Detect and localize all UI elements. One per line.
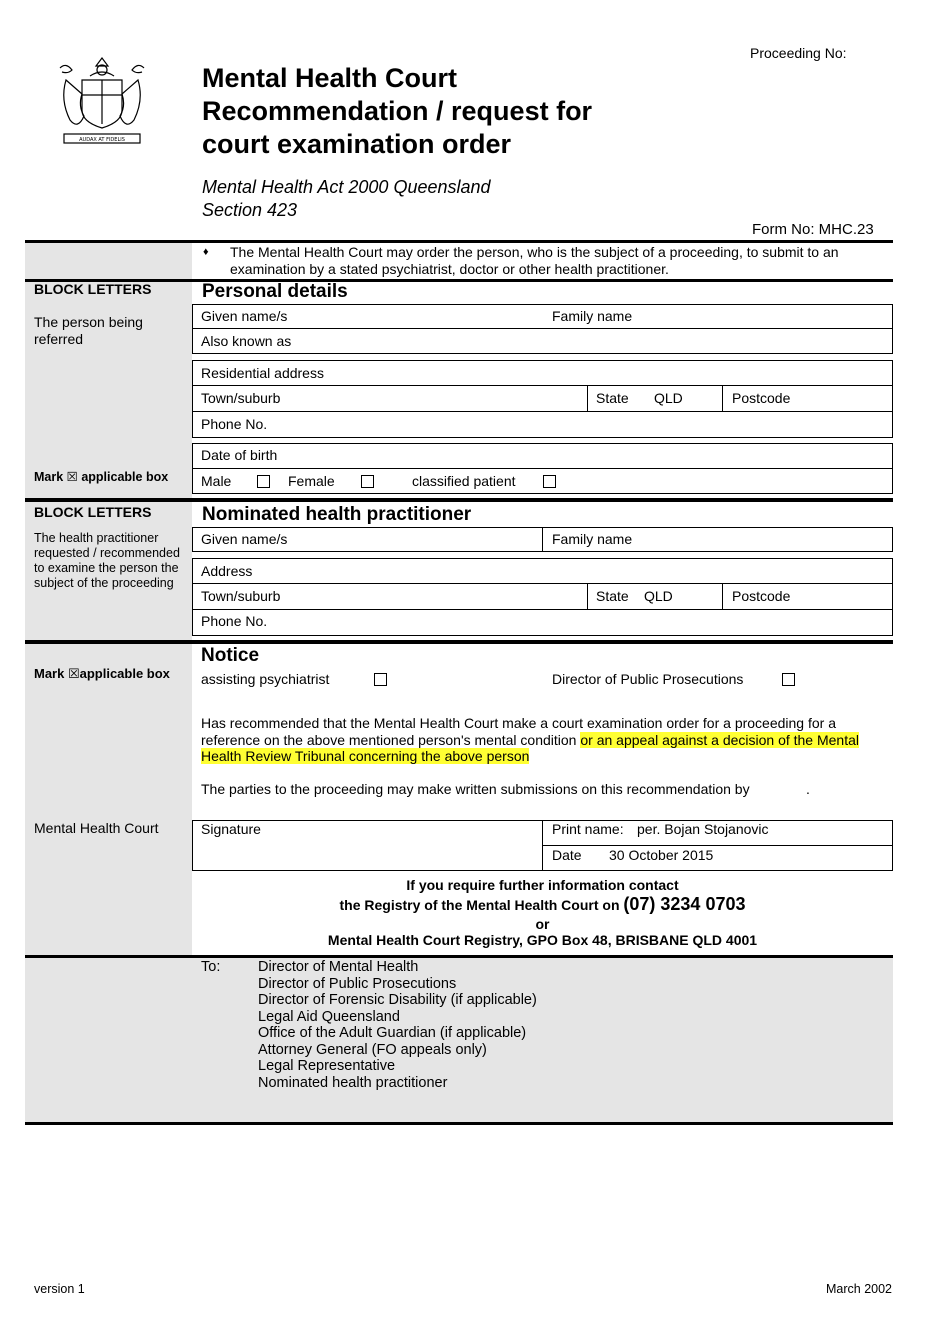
page-title [202,62,702,161]
submissions-text: The parties to the proceeding may make written submissions on this recommendation by [201,781,750,797]
contact-line-2 [192,894,893,915]
row-divider [192,583,893,584]
date-label: Date [552,847,582,863]
contact-or: or [535,916,550,932]
assisting-psychiatrist-checkbox[interactable] [374,673,387,686]
crest-motto: AUDAX AT FIDELIS [79,137,125,143]
family-name-field[interactable]: Family name [552,308,633,324]
nominated-practitioner-heading: Nominated health practitioner [202,504,472,525]
town-suburb-field[interactable]: Town/suburb [201,390,281,406]
given-name-field[interactable]: Given name/s [201,308,288,324]
person-referred-label: The person being referred [34,314,143,347]
signature-field[interactable]: Signature [201,821,261,837]
list-item: Legal Representative [258,1058,396,1074]
list-item: Director of Public Prosecutions [258,975,457,992]
contact-line-1: If you require further information contact [406,877,679,893]
phone-field[interactable]: Phone No. [201,416,268,432]
contact-address: Mental Health Court Registry, GPO Box 48, BRISBANE QLD 4001 [327,932,758,948]
act-name: Mental Health Act 2000 Queensland [202,177,491,197]
col-divider [722,583,723,609]
state-label: State [596,390,629,406]
notice-heading: Notice [201,645,260,666]
date-of-birth-field[interactable]: Date of birth [201,447,278,463]
recommendation-highlight: or an appeal against a decision of the Mental Health Review Tribunal concerning the above person [201,731,860,764]
bullet-icon: ♦ [203,246,209,258]
title-line-3: court examination order [202,129,512,159]
practitioner-family-name-field[interactable]: Family name [552,531,633,547]
print-name-label: Print name: [552,821,624,837]
residential-address-field[interactable]: Residential address [201,365,324,381]
assisting-psychiatrist-label: assisting psychiatrist [201,671,330,687]
personal-details-heading: Personal details [202,281,348,302]
block-letters-label: BLOCK LETTERS [34,281,152,297]
practitioner-state-label: State [596,588,629,604]
col-divider [587,583,588,609]
recipient-list [258,959,537,1091]
row-divider [192,468,893,469]
title-line-1: Mental Health Court [202,63,458,93]
form-number: Form No: MHC.23 [752,221,874,238]
row-divider [192,328,893,329]
print-name-value[interactable]: per. Bojan Stojanovic [637,821,769,837]
practitioner-address-field[interactable]: Address [201,563,253,579]
practitioner-phone-field[interactable]: Phone No. [201,613,268,629]
notice-mark-label: Mark ☒applicable box [34,666,170,681]
contact-line-2-text: the Registry of the Mental Health Court on [339,897,624,913]
classified-patient-checkbox[interactable] [543,475,556,488]
recommendation-paragraph [201,715,886,765]
col-divider [587,385,588,411]
queensland-crest-icon [52,50,152,150]
col-divider [542,527,543,552]
intro-text: The Mental Health Court may order the person, who is the subject of a proceeding, to submit to an examination by a stated psychiatrist, doctor or other health practitioner. [230,244,839,277]
block-letters-label: BLOCK LETTERS [34,504,152,520]
to-label: To: [201,959,221,975]
proceeding-no-label: Proceeding No: [750,45,847,61]
list-item: Attorney General (FO appeals only) [258,1041,487,1058]
male-checkbox[interactable] [257,475,270,488]
list-item: Nominated health practitioner [258,1074,448,1091]
list-item: Legal Aid Queensland [258,1008,400,1025]
female-label: Female [288,473,335,489]
classified-patient-label: classified patient [412,473,516,489]
practitioner-state-value: QLD [644,588,673,604]
mark-applicable-label: Mark ☒ applicable box [34,470,169,484]
male-label: Male [201,473,232,489]
dpp-checkbox[interactable] [782,673,795,686]
state-value: QLD [654,390,683,406]
also-known-as-field[interactable]: Also known as [201,333,292,349]
title-line-2: Recommendation / request for [202,96,593,126]
act-reference [202,176,491,222]
practitioner-given-name-field[interactable]: Given name/s [201,531,288,547]
postcode-field[interactable]: Postcode [732,390,791,406]
practitioner-side-label: The health practitioner requested / recommended to examine the person the subject of the proceeding [34,531,180,590]
mental-health-court-label: Mental Health Court [34,820,159,836]
row-divider [192,411,893,412]
notice-side-panel [25,644,192,956]
row-divider [192,385,893,386]
row-divider [192,609,893,610]
row-divider [542,845,893,846]
list-item: Office of the Adult Guardian (if applicable) [258,1025,527,1041]
list-item: Director of Mental Health [258,959,419,975]
act-section: Section 423 [202,200,298,220]
name-box [192,304,893,354]
practitioner-town-field[interactable]: Town/suburb [201,588,281,604]
female-checkbox[interactable] [361,475,374,488]
intro-side-panel [25,243,192,279]
practitioner-postcode-field[interactable]: Postcode [732,588,791,604]
date-value[interactable]: 30 October 2015 [609,847,714,863]
footer-version: version 1 [34,1282,85,1296]
footer-date: March 2002 [826,1282,893,1296]
recommendation-text: Has recommended that the Mental Health Court make a court examination order for a proceeding for a reference on the above mentioned person's mental condition [201,715,836,748]
submissions-end: . [806,781,810,797]
dpp-label: Director of Public Prosecutions [552,671,744,687]
list-item: Director of Forensic Disability (if applicable) [258,992,537,1008]
col-divider [722,385,723,411]
registry-phone: (07) 3234 0703 [623,894,746,914]
divider [25,1122,893,1125]
